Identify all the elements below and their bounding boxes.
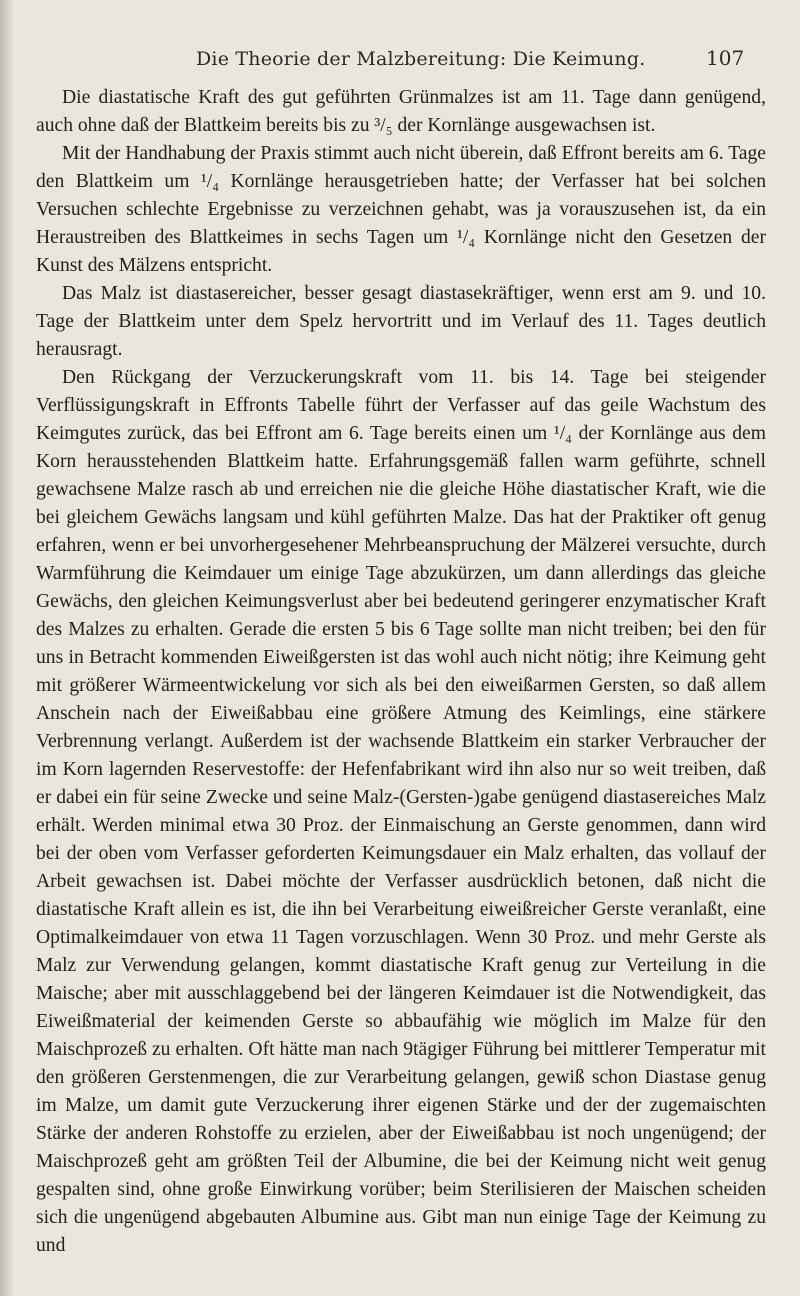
- paragraph: Den Rückgang der Verzuckerungskraft vom 11. bis 14. Tage bei steigender Verflüssigungskraft in Effronts Tabelle führt der Verfasser auf das geile Wachstum des Keimgutes zurück, das bei Effront am 6. Tage bereits einen um ¹/₄ der Kornlänge aus dem Korn herausstehenden Blattkeim hatte. Erfahrungsgemäß fallen warm geführte, schnell gewachsene Malze rasch ab und erreichen nie die gleiche Höhe diastatischer Kraft, wie die bei gleichem Gewächs langsam und kühl geführten Malze. Das hat der Praktiker oft genug erfahren, wenn er bei unvorhergesehener Mehrbeanspruchung der Mälzerei versuchte, durch Warmführung die Keimdauer um einige Tage abzukürzen, um dann allerdings das gleiche Gewächs, den gleichen Keimungsverlust aber bei bedeutend geringerer enzymatischer Kraft des Malzes zu erhalten. Gerade die ersten 5 bis 6 Tage sollte man nicht treiben; bei den für uns in Betracht kommenden Eiweißgersten ist das wohl auch nicht nötig; ihre Keimung geht mit größerer Wärmeentwickelung vor sich als bei den eiweißarmen Gersten, so daß allem Anschein nach der Eiweißabbau eine größere Atmung des Keimlings, eine stärkere Verbrennung verlangt. Außerdem ist der wachsende Blattkeim ein starker Verbraucher der im Korn lagernden Reservestoffe: der Hefenfabrikant wird ihn also nur so weit treiben, daß er dabei ein für seine Zwecke und seine Malz-(Gersten-)gabe genügend diastasereiches Malz erhält. Werden minimal etwa 30 Proz. der Einmaischung an Gerste genommen, dann wird bei der oben vom Verfasser geforderten Keimungsdauer ein Malz erhalten, das vollauf der Arbeit gewachsen ist. Dabei möchte der Verfasser ausdrücklich betonen, daß nicht die diastatische Kraft allein es ist, die ihn bei Verarbeitung eiweißreicher Gerste veranlaßt, eine Optimalkeimdauer von etwa 11 Tagen vorzuschlagen. Wenn 30 Proz. und mehr Gerste als Malz zur Verwendung gelangen, kommt diastatische Kraft genug zur Verteilung in die Maische; aber mit ausschlaggebend bei der längeren Keimdauer ist die Notwendigkeit, das Eiweißmaterial der keimenden Gerste so abbaufähig wie möglich im Malze für den Maischprozeß zu erhalten. Oft hätte man nach 9tägiger Führung bei mittlerer Temperatur mit den größeren Gerstenmengen, die zur Verarbeitung gelangen, gewiß schon Diastase genug im Malze, um damit gute Verzuckerung ihrer eigenen Stärke und der der zugemaischten Stärke der anderen Rohstoffe zu erzielen, aber der Eiweißabbau ist noch ungenügend; der Maischprozeß geht am größten Teil der Albumine, die bei der Keimung nicht weit genug gespalten sind, ohne große Einwirkung vorüber; beim Sterilisieren der Maischen scheiden sich die ungenügend abgebauten Albumine aus. Gibt man nun einige Tage der Keimung zu und: [36, 367, 766, 1256]
- paragraph: Mit der Handhabung der Praxis stimmt auch nicht überein, daß Effront bereits am 6. Tage den Blattkeim um ¹/₄ Kornlänge herausgetrieben hatte; der Verfasser hat bei solchen Versuchen schlechte Ergebnisse zu verzeichnen gehabt, was ja vorauszusehen ist, da ein Heraustreiben des Blattkeimes in sechs Tagen um ¹/₄ Kornlänge nicht den Gesetzen der Kunst des Mälzens entspricht.: [36, 143, 766, 276]
- paragraph: Das Malz ist diastasereicher, besser gesagt diastasekräftiger, wenn erst am 9. und 10. Tage der Blattkeim unter dem Spelz hervortritt und im Verlauf des 11. Tages deutlich herausragt.: [36, 283, 766, 360]
- paragraph: Die diastatische Kraft des gut geführten Grünmalzes ist am 11. Tage dann genügend, auch ohne daß der Blattkeim bereits bis zu ³/₅ der Kornlänge ausgewachsen ist.: [36, 87, 766, 136]
- page-edge-shadow: [0, 0, 14, 1296]
- page-number: 107: [706, 46, 745, 70]
- body-text: [36, 84, 766, 1260]
- running-title: Die Theorie der Malzbereitung: Die Keimung.: [196, 48, 646, 70]
